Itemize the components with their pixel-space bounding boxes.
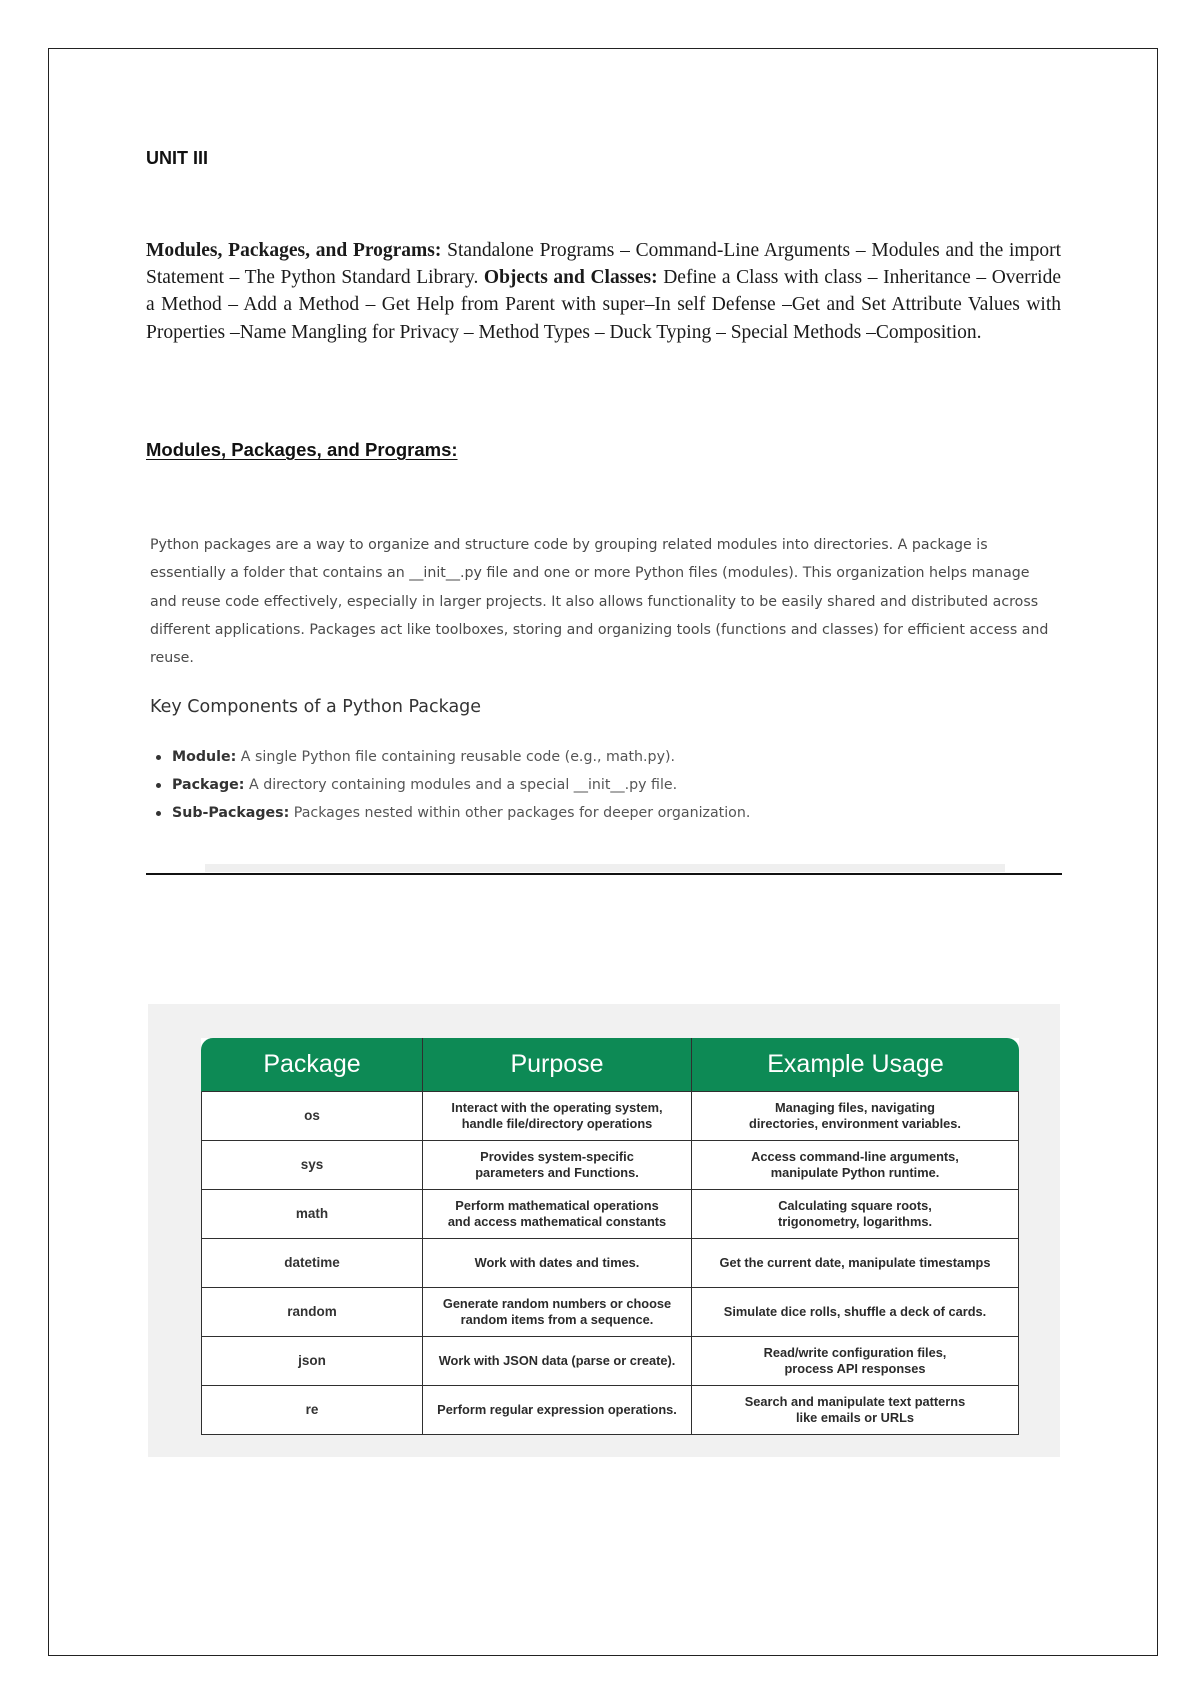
usage-cell: Read/write configuration files, process API responses <box>692 1337 1019 1386</box>
list-item-text: Packages nested within other packages for deeper organization. <box>289 805 751 821</box>
image-edge-strip <box>205 864 1005 872</box>
list-item <box>150 746 750 774</box>
header-example-usage: Example Usage <box>692 1038 1019 1092</box>
purpose-cell: Work with dates and times. <box>423 1239 692 1288</box>
purpose-cell: Generate random numbers or choose random items from a sequence. <box>423 1288 692 1337</box>
purpose-cell: Perform mathematical operations and access mathematical constants <box>423 1190 692 1239</box>
table-row <box>201 1288 1019 1337</box>
list-item-term: Package: <box>172 777 245 793</box>
table-row <box>201 1337 1019 1386</box>
list-item <box>150 802 750 830</box>
key-components-heading: Key Components of a Python Package <box>150 697 482 717</box>
purpose-cell: Work with JSON data (parse or create). <box>423 1337 692 1386</box>
key-components-list <box>150 746 750 830</box>
usage-cell: Simulate dice rolls, shuffle a deck of cards. <box>692 1288 1019 1337</box>
syllabus-modules-text: Standalone Programs – Command-Line Arguments – Modules and the import Statement – The Python Standard Library. <box>146 240 1061 289</box>
package-cell: json <box>201 1337 423 1386</box>
horizontal-rule <box>146 873 1062 875</box>
list-item <box>150 774 750 802</box>
section-heading: Modules, Packages, and Programs: <box>146 439 458 460</box>
table-row <box>201 1092 1019 1141</box>
package-cell: sys <box>201 1141 423 1190</box>
usage-cell: Calculating square roots, trigonometry, logarithms. <box>692 1190 1019 1239</box>
header-package: Package <box>201 1038 423 1092</box>
purpose-cell: Perform regular expression operations. <box>423 1386 692 1435</box>
package-cell: re <box>201 1386 423 1435</box>
package-cell: datetime <box>201 1239 423 1288</box>
unit-title: UNIT III <box>146 148 208 168</box>
purpose-cell: Provides system-specific parameters and Functions. <box>423 1141 692 1190</box>
header-purpose: Purpose <box>423 1038 692 1092</box>
list-item-term: Module: <box>172 749 237 765</box>
package-cell: os <box>201 1092 423 1141</box>
usage-cell: Get the current date, manipulate timestamps <box>692 1239 1019 1288</box>
package-cell: math <box>201 1190 423 1239</box>
intro-paragraph: Python packages are a way to organize and structure code by grouping related modules into directories. A package is essentially a folder that contains an __init__.py file and one or more Python files (modules). This organization helps manage and reuse code effectively, especially in larger projects. It also allows functionality to be easily shared and distributed across different applications. Packages act like toolboxes, storing and organizing tools (functions and classes) for efficient access and reuse. <box>150 537 1049 667</box>
package-cell: random <box>201 1288 423 1337</box>
table-row <box>201 1386 1019 1435</box>
table-header-row <box>201 1038 1019 1092</box>
list-item-text: A directory containing modules and a special __init__.py file. <box>244 777 678 793</box>
usage-cell: Search and manipulate text patterns like emails or URLs <box>692 1386 1019 1435</box>
syllabus-objects-label: Objects and Classes: <box>483 267 658 289</box>
list-item-text: A single Python file containing reusable code (e.g., math.py). <box>236 749 676 765</box>
table-row <box>201 1239 1019 1288</box>
syllabus-modules-label: Modules, Packages, and Programs: <box>146 240 442 261</box>
syllabus-objects-text: Define a Class with class – Inheritance – Override a Method – Add a Method – Get Help from Parent with super–In self Defense –Get and Set Attribute Values with Properties –Name Mangling for Privacy – Method Types – Duck Typing – Special Methods –Composition. <box>146 267 1061 343</box>
purpose-cell: Interact with the operating system, handle file/directory operations <box>423 1092 692 1141</box>
usage-cell: Access command-line arguments, manipulate Python runtime. <box>692 1141 1019 1190</box>
package-table <box>201 1038 1019 1435</box>
usage-cell: Managing files, navigating directories, environment variables. <box>692 1092 1019 1141</box>
table-row <box>201 1190 1019 1239</box>
list-item-term: Sub-Packages: <box>172 805 290 821</box>
table-row <box>201 1141 1019 1190</box>
syllabus-paragraph <box>146 237 1061 346</box>
